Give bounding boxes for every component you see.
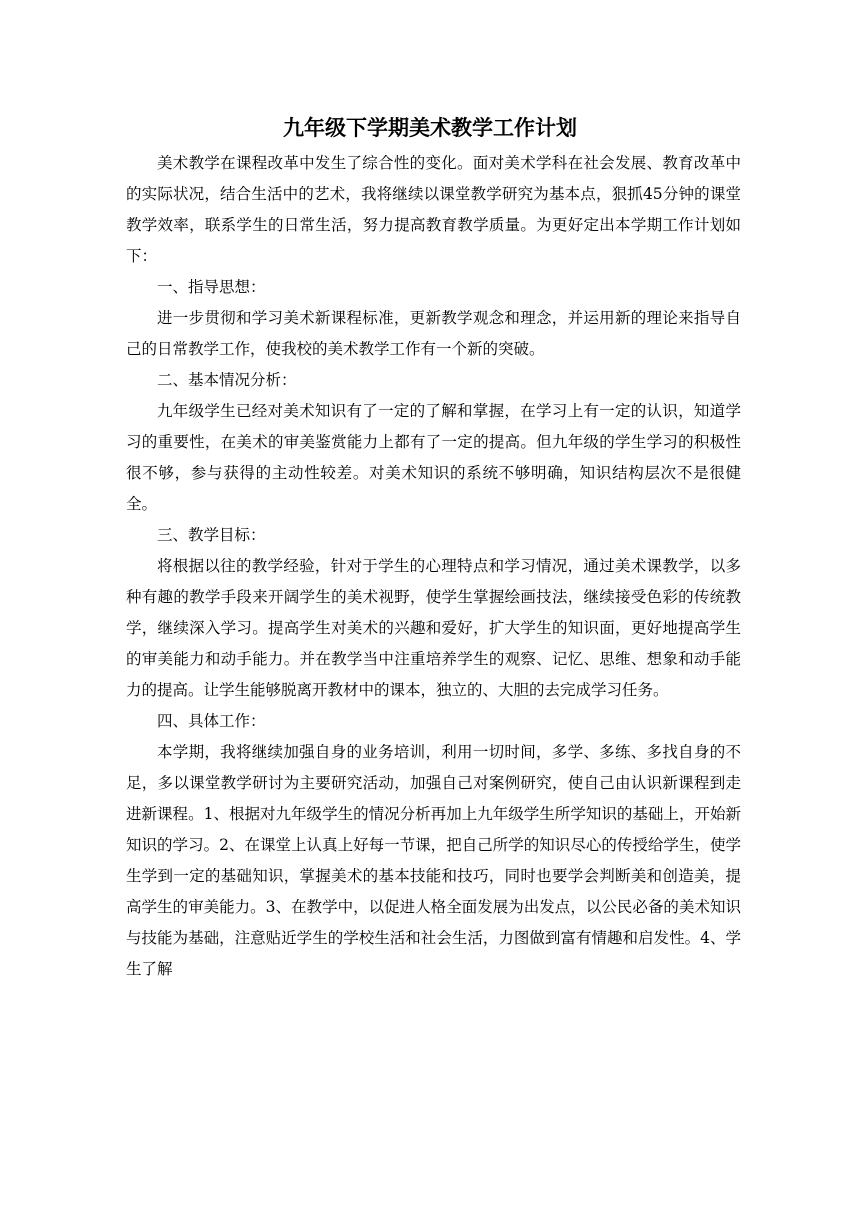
specific-work-paragraph: 本学期，我将继续加强自身的业务培训，利用一切时间，多学、多练、多找自身的不足，多以课堂教学研讨为主要研究活动，加强自己对案例研究，使自己由认识新课程到走进新课程。1、根据对九年级学生的情况分析再加上九年级学生所学知识的基础上，开始新知识的学习。2、在课堂上认真上好每一节课，把自己所学的知识尽心的传授给学生，使学生学到一定的基础知识，掌握美术的基本技能和技巧，同时也要学会判断美和创造美，提高学生的审美能力。3、在教学中，以促进人格全面发展为出发点，以公民必备的美术知识与技能为基础，注意贴近学生的学校生活和社会生活，力图做到富有情趣和启发性。4、学生了解	[126, 743, 741, 978]
section-heading-situation-analysis: 二、基本情况分析：	[157, 371, 297, 389]
situation-analysis-paragraph: 九年级学生已经对美术知识有了一定的了解和掌握，在学习上有一定的认识，知道学习的重要性，在美术的审美鉴赏能力上都有了一定的提高。但九年级的学生学习的积极性很不够，参与获得的主动性较差。对美术知识的系统不够明确，知识结构层次不是很健全。	[126, 402, 741, 513]
section-heading-teaching-goals: 三、教学目标：	[157, 526, 266, 544]
guiding-ideas-paragraph: 进一步贯彻和学习美术新课程标准，更新教学观念和理念，并运用新的理论来指导自己的日常教学工作，使我校的美术教学工作有一个新的突破。	[126, 309, 741, 358]
section-heading-specific-work: 四、具体工作：	[157, 712, 266, 730]
section-heading-guiding-ideas: 一、指导思想：	[157, 278, 266, 296]
document-body	[126, 148, 741, 985]
teaching-goals-paragraph: 将根据以往的教学经验，针对于学生的心理特点和学习情况，通过美术课教学，以多种有趣的教学手段来开阔学生的美术视野，使学生掌握绘画技法，继续接受色彩的传统教学，继续深入学习。提高学生对美术的兴趣和爱好，扩大学生的知识面，更好地提高学生的审美能力和动手能力。并在教学当中注重培养学生的观察、记忆、思维、想象和动手能力的提高。让学生能够脱离开教材中的课本，独立的、大胆的去完成学习任务。	[126, 557, 741, 699]
intro-paragraph: 美术教学在课程改革中发生了综合性的变化。面对美术学科在社会发展、教育改革中的实际状况，结合生活中的艺术，我将继续以课堂教学研究为基本点，狠抓45分钟的课堂教学效率，联系学生的日常生活，努力提高教育教学质量。为更好定出本学期工作计划如下：	[126, 154, 741, 265]
document-title: 九年级下学期美术教学工作计划	[283, 115, 577, 140]
